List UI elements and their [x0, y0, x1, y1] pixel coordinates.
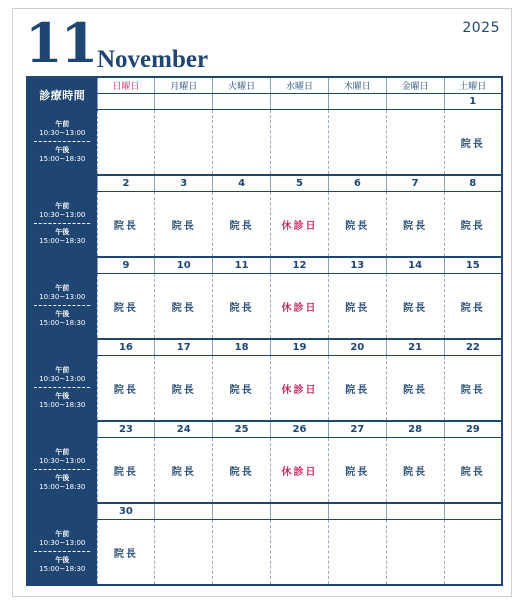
am-time: 10:30~13:00 [39, 375, 86, 383]
date-cell [328, 503, 386, 520]
date-cell: 28 [386, 421, 444, 438]
am-label: 午前 [55, 120, 70, 129]
pm-label: 午後 [55, 474, 70, 482]
doctor-cell: 院長 [213, 438, 271, 504]
am-label: 午前 [55, 366, 70, 374]
pm-time: 15:00~18:30 [39, 565, 86, 573]
pm-time: 15:00~18:30 [39, 237, 86, 245]
doctor-cell: 院長 [155, 438, 213, 504]
empty-cell [155, 520, 213, 586]
date-row-label-spacer [27, 257, 97, 274]
date-cell: 18 [213, 339, 271, 356]
am-label: 午前 [55, 284, 70, 292]
weekday-saturday: 土曜日 [444, 77, 502, 94]
doctor-cell: 院長 [386, 274, 444, 340]
pm-label: 午後 [55, 310, 70, 318]
date-cell: 9 [97, 257, 155, 274]
doctor-cell: 院長 [444, 438, 502, 504]
date-row [27, 257, 502, 274]
am-time: 10:30~13:00 [39, 211, 86, 219]
closed-day-cell: 休診日 [271, 356, 329, 422]
hours-divider [34, 551, 90, 552]
date-cell [155, 94, 213, 110]
date-row [27, 175, 502, 192]
date-cell: 7 [386, 175, 444, 192]
date-cell: 3 [155, 175, 213, 192]
pm-time: 15:00~18:30 [39, 401, 86, 409]
doctor-cell: 院長 [328, 438, 386, 504]
date-row [27, 421, 502, 438]
consultation-hours-label: 診療時間 [39, 88, 86, 102]
doctor-cell: 院長 [444, 274, 502, 340]
hours-label-cell [27, 356, 97, 422]
date-cell: 13 [328, 257, 386, 274]
hours-divider [34, 387, 90, 388]
pm-time: 15:00~18:30 [39, 483, 86, 491]
consultation-hours [28, 448, 97, 492]
month-number: 11 [25, 11, 97, 75]
pm-label: 午後 [55, 146, 70, 155]
consultation-hours [28, 284, 97, 328]
hours-label-cell [27, 520, 97, 586]
doctor-cell: 院長 [328, 274, 386, 340]
date-cell: 10 [155, 257, 213, 274]
doctor-cell: 院長 [213, 356, 271, 422]
doctor-cell: 院長 [97, 274, 155, 340]
date-cell: 5 [271, 175, 329, 192]
date-row-label-spacer [27, 421, 97, 438]
pm-time: 15:00~18:30 [39, 319, 86, 327]
calendar-page [12, 8, 512, 597]
schedule-row [27, 356, 502, 422]
doctor-cell: 院長 [444, 192, 502, 258]
doctor-cell: 院長 [155, 356, 213, 422]
empty-cell [386, 110, 444, 176]
am-label: 午前 [55, 202, 70, 210]
date-cell: 4 [213, 175, 271, 192]
date-cell: 19 [271, 339, 329, 356]
am-time: 10:30~13:00 [39, 129, 86, 138]
date-cell: 11 [213, 257, 271, 274]
date-cell: 6 [328, 175, 386, 192]
hours-divider [34, 223, 90, 224]
empty-cell [213, 520, 271, 586]
consultation-hours-header [27, 77, 97, 110]
consultation-hours [28, 202, 97, 246]
consultation-hours [28, 120, 97, 164]
am-time: 10:30~13:00 [39, 457, 86, 465]
weekday-monday: 月曜日 [155, 77, 213, 94]
clinic-schedule-table [26, 76, 503, 586]
hours-label-cell [27, 438, 97, 504]
date-cell: 20 [328, 339, 386, 356]
empty-cell [271, 110, 329, 176]
schedule-row [27, 438, 502, 504]
doctor-cell: 院長 [97, 438, 155, 504]
date-cell: 17 [155, 339, 213, 356]
date-cell: 16 [97, 339, 155, 356]
weekday-friday: 金曜日 [386, 77, 444, 94]
date-row [27, 339, 502, 356]
pm-label: 午後 [55, 228, 70, 236]
closed-day-cell: 休診日 [271, 192, 329, 258]
doctor-cell: 院長 [444, 356, 502, 422]
doctor-cell: 院長 [97, 520, 155, 586]
hours-divider [34, 469, 90, 470]
date-cell: 14 [386, 257, 444, 274]
consultation-hours [28, 366, 97, 410]
year: 2025 [462, 20, 500, 36]
date-cell: 26 [271, 421, 329, 438]
date-cell: 2 [97, 175, 155, 192]
pm-label: 午後 [55, 392, 70, 400]
empty-cell [213, 110, 271, 176]
date-row [27, 503, 502, 520]
date-cell [444, 503, 502, 520]
weekday-thursday: 木曜日 [328, 77, 386, 94]
date-row-label-spacer [27, 339, 97, 356]
date-cell: 8 [444, 175, 502, 192]
hours-divider [34, 305, 90, 306]
date-cell: 12 [271, 257, 329, 274]
date-cell [386, 503, 444, 520]
hours-divider [34, 141, 90, 142]
closed-day-cell: 休診日 [271, 438, 329, 504]
doctor-cell: 院長 [328, 356, 386, 422]
date-cell [271, 94, 329, 110]
am-label: 午前 [55, 530, 70, 538]
date-row-label-spacer [27, 503, 97, 520]
doctor-cell: 院長 [328, 192, 386, 258]
date-row-label-spacer [27, 175, 97, 192]
empty-cell [328, 520, 386, 586]
doctor-cell: 院長 [97, 192, 155, 258]
date-cell [213, 94, 271, 110]
date-cell [271, 503, 329, 520]
schedule-row [27, 520, 502, 586]
empty-cell [271, 520, 329, 586]
doctor-cell: 院長 [213, 192, 271, 258]
date-cell [97, 94, 155, 110]
date-cell: 21 [386, 339, 444, 356]
date-cell [386, 94, 444, 110]
schedule-row [27, 274, 502, 340]
date-cell: 1 [444, 94, 502, 110]
empty-cell [97, 110, 155, 176]
date-row [27, 94, 502, 110]
empty-cell [386, 520, 444, 586]
date-cell: 25 [213, 421, 271, 438]
weekday-wednesday: 水曜日 [271, 77, 329, 94]
closed-day-cell: 休診日 [271, 274, 329, 340]
date-cell [155, 503, 213, 520]
doctor-cell: 院長 [97, 356, 155, 422]
date-cell: 30 [97, 503, 155, 520]
doctor-cell: 院長 [155, 192, 213, 258]
date-cell [213, 503, 271, 520]
empty-cell [444, 520, 502, 586]
date-cell: 15 [444, 257, 502, 274]
schedule-row [27, 192, 502, 258]
doctor-cell: 院長 [386, 356, 444, 422]
hours-label-cell [27, 192, 97, 258]
doctor-cell: 院長 [213, 274, 271, 340]
am-label: 午前 [55, 448, 70, 456]
am-time: 10:30~13:00 [39, 293, 86, 301]
consultation-hours [28, 530, 97, 574]
date-cell: 29 [444, 421, 502, 438]
date-cell: 27 [328, 421, 386, 438]
date-cell: 24 [155, 421, 213, 438]
weekday-sunday: 日曜日 [97, 77, 155, 94]
doctor-cell: 院長 [155, 274, 213, 340]
schedule-row [27, 110, 502, 176]
am-time: 10:30~13:00 [39, 539, 86, 547]
empty-cell [155, 110, 213, 176]
date-cell: 23 [97, 421, 155, 438]
empty-cell [328, 110, 386, 176]
doctor-cell: 院長 [386, 438, 444, 504]
doctor-cell: 院長 [386, 192, 444, 258]
hours-label-cell [27, 110, 97, 176]
pm-time: 15:00~18:30 [39, 155, 86, 164]
weekday-tuesday: 火曜日 [213, 77, 271, 94]
weekday-header-row [27, 77, 502, 94]
month-name: November [97, 46, 209, 73]
pm-label: 午後 [55, 556, 70, 564]
date-cell [328, 94, 386, 110]
doctor-cell: 院長 [444, 110, 502, 176]
hours-label-cell [27, 274, 97, 340]
date-cell: 22 [444, 339, 502, 356]
